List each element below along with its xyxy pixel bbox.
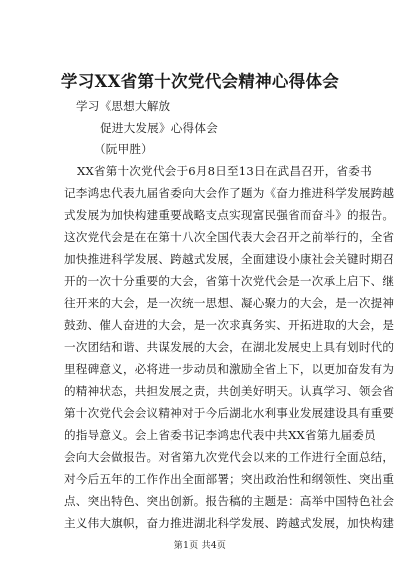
body-line: 式发展为加快构建重要战略支点实现富民强省而奋斗》的报告。 <box>64 208 395 222</box>
body-line: XX省第十次党代会于6月8日至13日在武昌召开，省委书 <box>77 164 372 178</box>
body-line: 这次党代会是在在第十八次全国代表大会召开之前举行的，全省 <box>64 230 395 244</box>
body-line: 对今后五年的工作作出全面部署；突出政治性和纲领性、突出重 <box>64 472 395 486</box>
body-line: 里程碑意义，必将进一步动员和激励全省上下，以更加奋发有为 <box>64 362 395 376</box>
subtitle-line: 促进大发展》心得体会 <box>100 121 218 135</box>
author-name: （阮甲胜） <box>94 142 153 156</box>
document-title: 学习XX省第十次党代会精神心得体会 <box>60 72 340 91</box>
body-line: 往开来的大会，是一次统一思想、凝心聚力的大会，是一次提神 <box>64 296 395 310</box>
body-line: 第十次党代会会议精神对于今后湖北水利事业发展建设具有重要 <box>64 406 395 420</box>
body-line: 开的一次十分重要的大会，省第十次党代会是一次承上启下、继 <box>64 274 395 288</box>
body-line: 鼓劲、催人奋进的大会，是一次求真务实、开拓进取的大会，是 <box>64 318 395 332</box>
body-line: 主义伟大旗帜，奋力推进湖北科学发展、跨越式发展，加快构建 <box>64 516 395 530</box>
body-line: 加快推进科学发展、跨越式发展，全面建设小康社会关键时期召 <box>64 252 395 266</box>
body-line: 的指导意义。会上省委书记李鸿忠代表中共XX省第九届委员 <box>64 428 376 442</box>
body-line: 会向大会做报告。对省第九次党代会以来的工作进行全面总结， <box>64 450 395 464</box>
body-line: 点、突出特色、突出创新。报告稿的主题是：高举中国特色社会 <box>64 494 395 508</box>
page-footer: 第1页 共4页 <box>173 541 227 551</box>
body-line: 一次团结和谐、共谋发展的大会，在湖北发展史上具有划时代的 <box>64 340 395 354</box>
body-line: 的精神状态，共担发展之责，共创美好明天。认真学习、领会省 <box>64 384 395 398</box>
subtitle-line: 学习《思想大解放 <box>76 99 171 113</box>
body-line: 记李鸿忠代表九届省委向大会作了题为《奋力推进科学发展跨越 <box>64 186 395 200</box>
